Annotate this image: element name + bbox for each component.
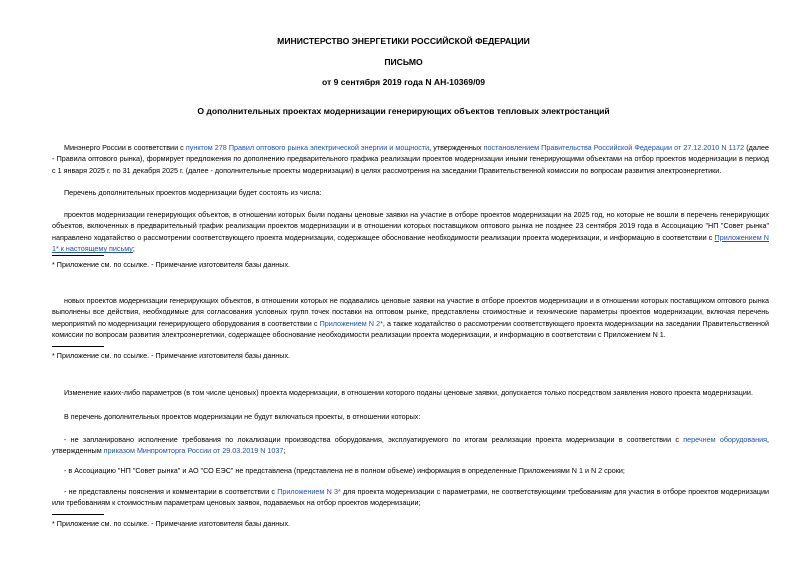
text: для проекта модернизации с параметрами, не соответствующими требованиям для участия в отборе проектов модернизации или требованиям к стоимостным параметрам ценовых заявок, подаваемых на отбор проектов модернизации; [52,487,770,508]
footnote: * Приложение см. по ссылке. - Примечание изготовителя базы данных. [52,260,291,269]
footnote-divider [52,346,104,347]
paragraph-existing-projects [52,209,769,255]
footnote: * Приложение см. по ссылке. - Примечание изготовителя базы данных. [52,351,291,360]
link-equipment-list[interactable]: перечнем оборудования [683,435,768,444]
paragraph-intro [52,142,769,176]
text: проектов модернизации генерирующих объектов, в отношении которых были поданы ценовые заявки на участие в отборе проектов модернизации на 2025 год, но которые не вошли в перечень генерирующих объектов, включенных в предварительный график реализации проектов модернизации и в отношении которых поставщиком оптового рынка не позднее 23 сентября 2019 года в Ассоциацию "НП "Совет рынка" направлено ходатайство о рассмотрении соответствующего проекта модернизации, содержащее обоснование необходимости реализации проекта модернизации, и информацию в соответствии с [52,210,769,242]
link-appendix-3[interactable]: Приложением N 3* [277,487,341,496]
link-rules-item-278[interactable]: пунктом 278 Правил оптового рынка электрической энергии и мощности [185,143,430,152]
paragraph-exclusions-intro: В перечень дополнительных проектов модернизации не будут включаться проекты, в отношении которых: [64,412,421,421]
document-subject: О дополнительных проектах модернизации генерирующих объектов тепловых электростанций [197,106,610,116]
link-appendix-2[interactable]: Приложением N 2* [319,318,383,328]
paragraph-missing-info: - в Ассоциацию "НП "Совет рынка" и АО "СО ЕЭС" не представлена (представлена не в полном объеме) информация в определенные Приложениями N 1 и N 2 сроки; [64,466,625,475]
text: (далее - Правила оптового рынка), формирует предложения по дополнению предварительного графика реализации проектов модернизации иными генерирующими объектами на отбор проектов модернизации в период с 1 января 2025 г. по 31 декабря 2025 г. (далее - дополнительные проекты модернизации) в целях рассмотрения на заседании Правительственной комиссии по вопросам развития электроэнергетики. [52,143,769,175]
document-type: ПИСЬМО [384,57,423,67]
footnote-divider [52,514,104,515]
footnote: * Приложение см. по ссылке. - Примечание изготовителя базы данных. [52,519,291,528]
document-date-number: от 9 сентября 2019 года N АН-10369/09 [321,77,486,87]
text: ; [132,244,135,254]
paragraph-localization [52,434,769,457]
paragraph-explanations [52,486,769,509]
text: Минэнерго России в соответствии с [64,143,186,152]
text: - не представлены пояснения и комментарии в соответствии с [64,487,278,496]
paragraph-new-projects [52,295,769,341]
text: ; [283,446,286,456]
link-minpromtorg-order[interactable]: приказом Минпромторга России от 29.03.2019 N 1037 [103,446,284,456]
text: , утвержденных [429,143,484,152]
ministry-heading: МИНИСТЕРСТВО ЭНЕРГЕТИКИ РОССИЙСКОЙ ФЕДЕРАЦИИ [277,36,530,46]
text: - не запланировано исполнение требования по локализации производства оборудования, эксплуатируемого по итогам реализации проекта модернизации в соответствии с [64,435,684,444]
paragraph-parameter-changes: Изменение каких-либо параметров (в том числе ценовых) проекта модернизации, в отношении которого поданы ценовые заявки, допускается только посредством заявления нового проекта модернизации. [64,388,753,397]
text: , утвержденным [52,435,770,456]
link-government-decree[interactable]: постановлением Правительства Российской Федерации от 27.12.2010 N 1172 [483,143,745,152]
footnote-divider [52,255,104,256]
paragraph-list-intro: Перечень дополнительных проектов модернизации будет состоять из числа: [64,188,322,197]
text: , а также ходатайство о рассмотрении соответствующего проекта модернизации на заседании Правительственной комиссии по вопросам развития электроэнергетики, содержащее обоснование необходимости реализации проекта модернизации, и информацию в соответствии с Приложением N 1. [52,318,770,340]
text: новых проектов модернизации генерирующих объектов, в отношении которых не подавались ценовые заявки на участие в отборе проектов модернизации и в отношении которых поставщиком оптового рынка выполнены все действия, необходимые для согласования условных групп точек поставки на оптовом рынке, представлены стоимостные и технические параметры проектов модернизации, включая перечень мероприятий по модернизации генерирующего оборудования в соответствии с [52,296,769,328]
link-appendix-1[interactable]: Приложением N 1* к настоящему письму [52,232,769,254]
